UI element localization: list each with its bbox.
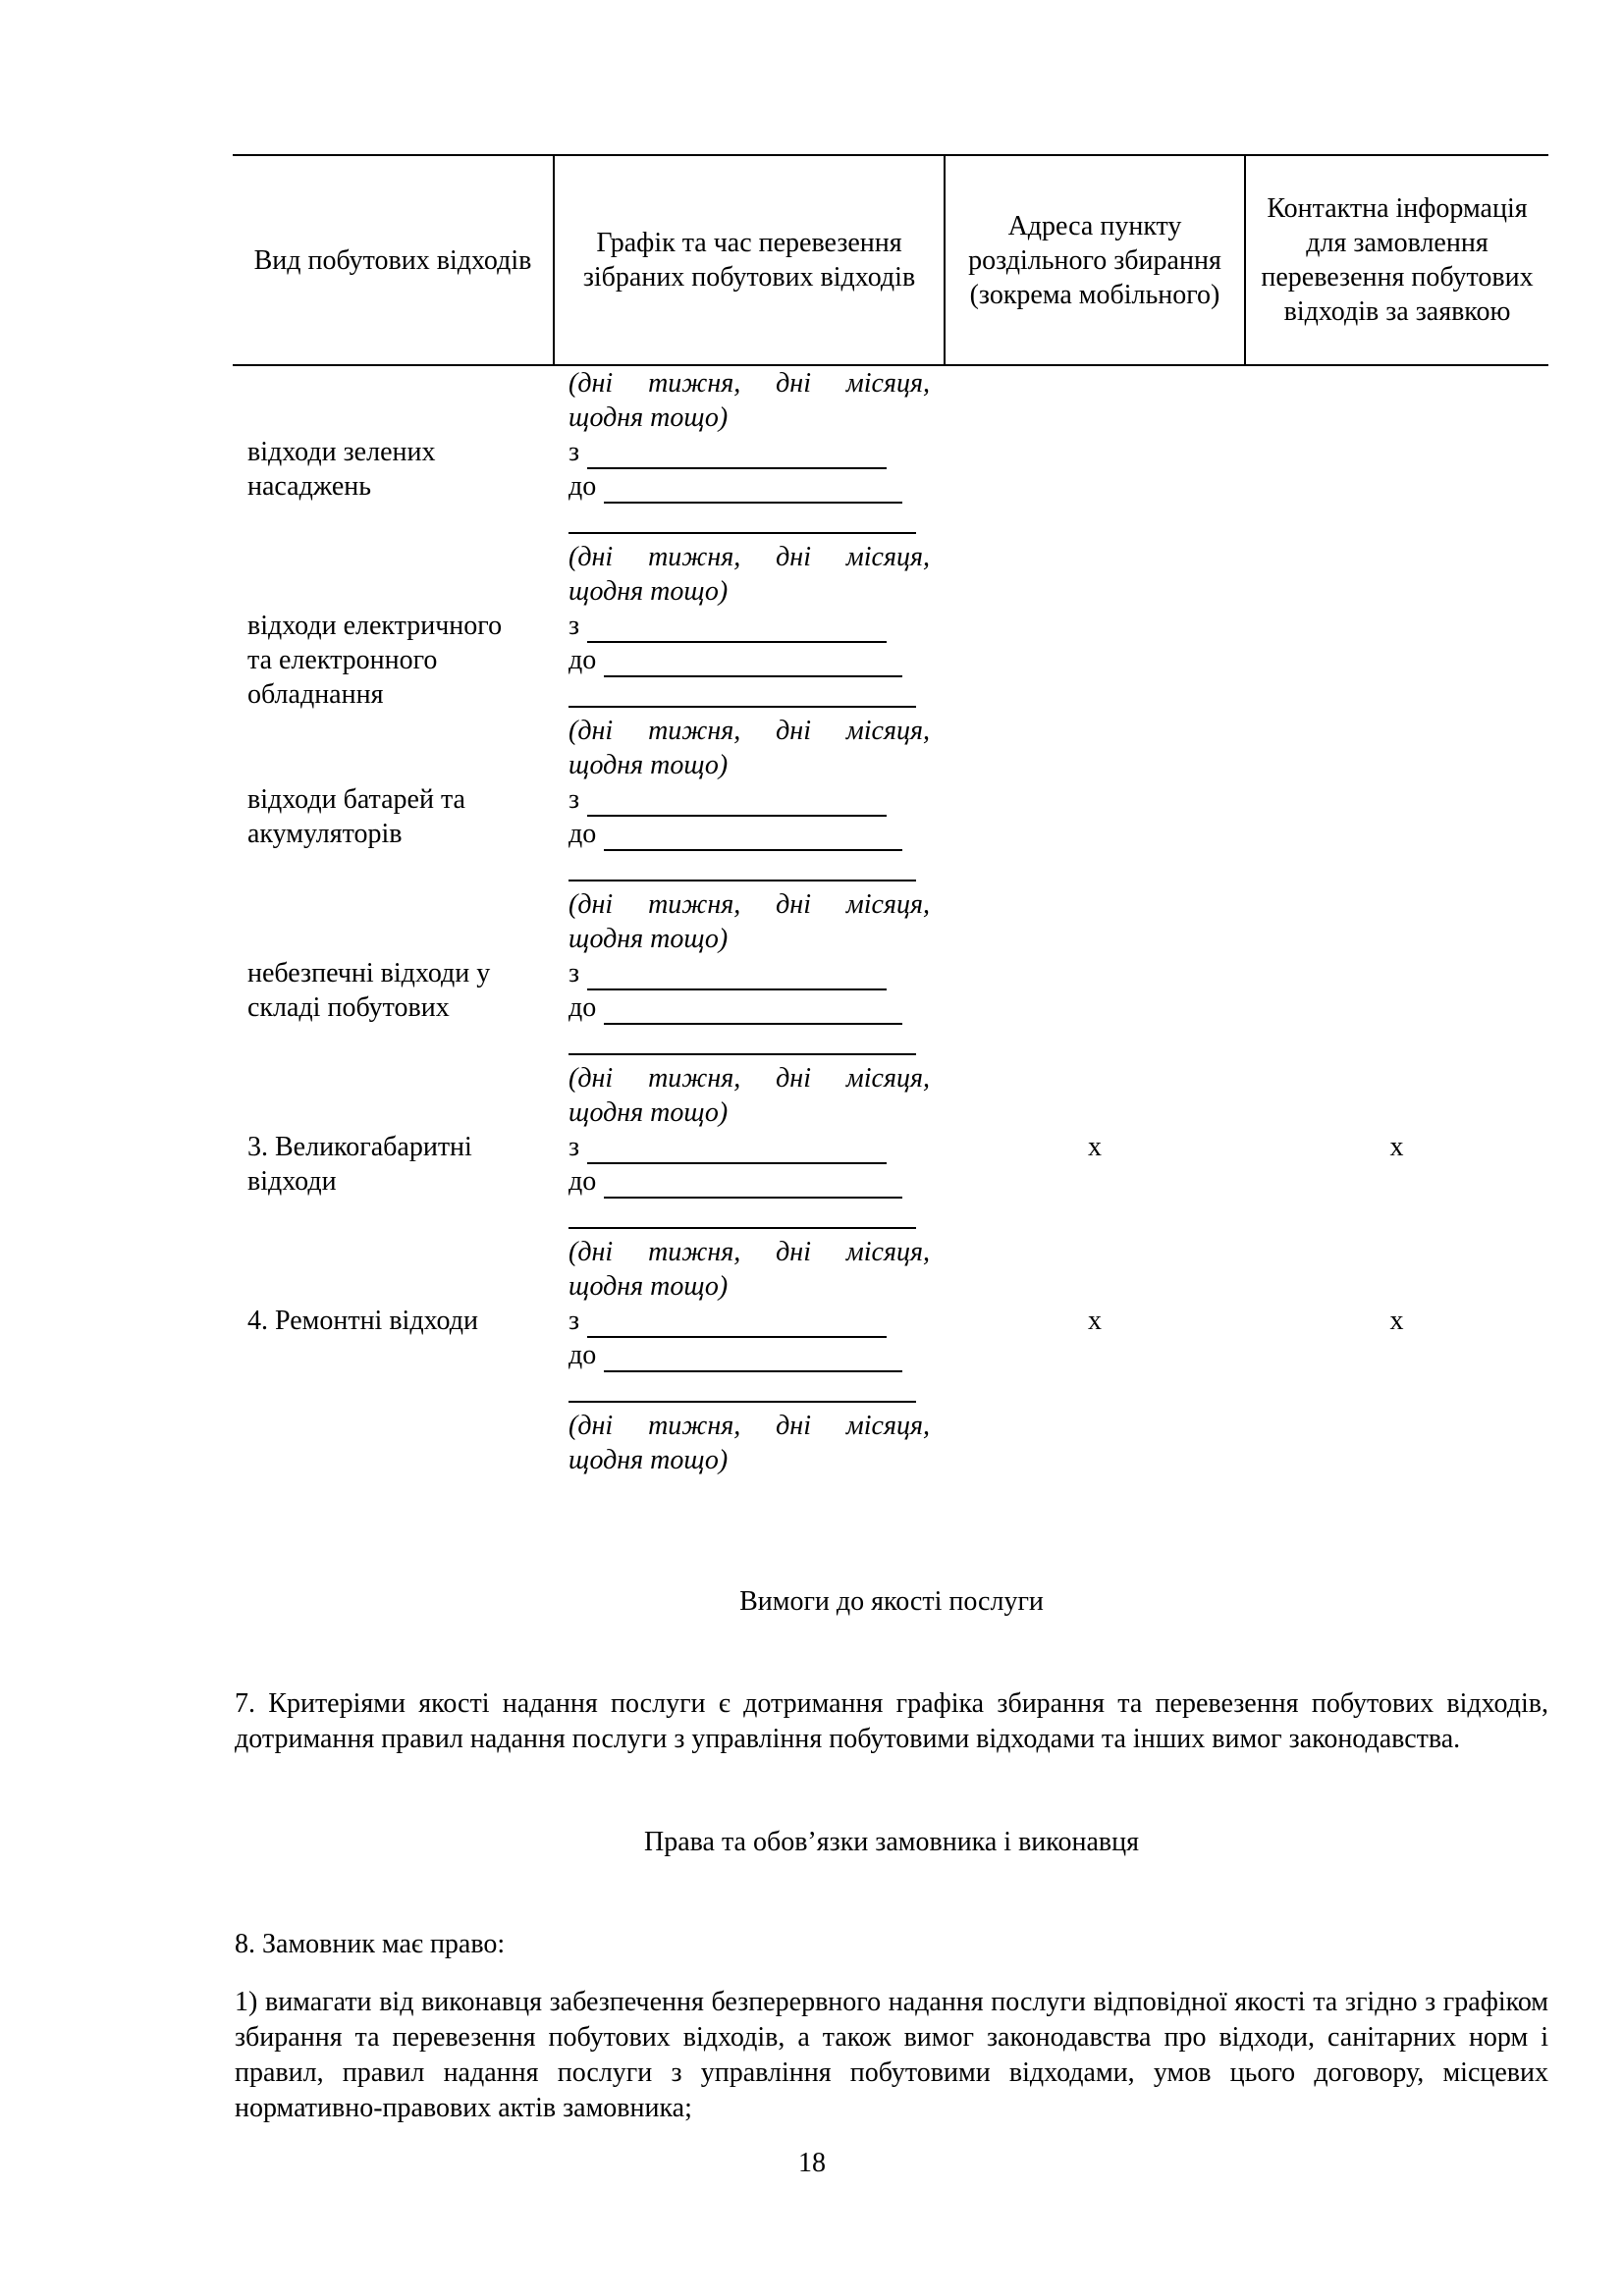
schedule-to-line bbox=[568, 1338, 930, 1372]
schedule-to-line bbox=[568, 817, 930, 851]
address-cell: х bbox=[1088, 1132, 1102, 1162]
header-waste-type: Вид побутових відходів bbox=[233, 155, 554, 365]
table-row bbox=[233, 435, 1548, 609]
schedule-note: щодня тощо) bbox=[568, 924, 729, 954]
schedule-to-line bbox=[568, 643, 930, 677]
paragraph-7: 7. Критеріями якості надання послуги є дотримання графіка збирання та перевезення побутових відходів, дотримання правил надання послуги з управління побутовими відходами та інших вимог законодавства. bbox=[235, 1688, 1548, 1754]
waste-type-label: відходи батарей та bbox=[247, 784, 465, 815]
waste-type-label: насаджень bbox=[247, 471, 372, 502]
schedule-to-line bbox=[568, 990, 930, 1025]
from-label: з bbox=[568, 1132, 580, 1162]
from-label: з bbox=[568, 437, 580, 467]
contact-cell: х bbox=[1389, 1306, 1404, 1336]
schedule-note: щодня тощо) bbox=[568, 1271, 729, 1302]
schedule-cell bbox=[554, 365, 945, 435]
waste-type-label: обладнання bbox=[247, 679, 384, 710]
from-blank bbox=[587, 963, 887, 990]
schedule-note: щодня тощо) bbox=[568, 576, 729, 607]
address-cell bbox=[945, 782, 1245, 956]
schedule-blank-line bbox=[568, 1199, 916, 1229]
schedule-from-line bbox=[568, 1130, 930, 1164]
waste-type-label: акумуляторів bbox=[247, 819, 403, 849]
schedule-note: (дні тижня, дні місяця, bbox=[568, 1237, 930, 1267]
waste-type-cell bbox=[233, 782, 554, 956]
paragraph-8: 8. Замовник має право: bbox=[235, 1929, 506, 1959]
table-row bbox=[233, 365, 1548, 435]
schedule-cell bbox=[554, 1304, 945, 1477]
table-row bbox=[233, 1130, 1548, 1304]
waste-type-cell bbox=[233, 609, 554, 782]
from-blank bbox=[587, 615, 887, 643]
waste-type-label: та електронного bbox=[247, 645, 438, 675]
table-body bbox=[233, 365, 1548, 1477]
schedule-note: (дні тижня, дні місяця, bbox=[568, 889, 930, 920]
table-row bbox=[233, 1304, 1548, 1477]
from-label: з bbox=[568, 611, 580, 641]
page-number: 18 bbox=[798, 2148, 826, 2178]
waste-schedule-table bbox=[233, 154, 1548, 1477]
schedule-blank-line bbox=[568, 851, 916, 881]
from-label: з bbox=[568, 1306, 580, 1336]
address-cell: х bbox=[1088, 1306, 1102, 1336]
schedule-note: щодня тощо) bbox=[568, 750, 729, 780]
table-row bbox=[233, 609, 1548, 782]
schedule-blank-line bbox=[568, 1372, 916, 1403]
schedule-note: щодня тощо) bbox=[568, 402, 729, 433]
to-label: до bbox=[568, 1166, 597, 1197]
waste-type-cell bbox=[233, 435, 554, 609]
to-blank bbox=[604, 476, 902, 504]
schedule-cell bbox=[554, 435, 945, 609]
waste-type-label: складі побутових bbox=[247, 992, 450, 1023]
to-label: до bbox=[568, 1340, 597, 1370]
contact-cell bbox=[1245, 435, 1548, 609]
schedule-blank-line bbox=[568, 1025, 916, 1055]
schedule-note: (дні тижня, дні місяця, bbox=[568, 716, 930, 746]
to-label: до bbox=[568, 645, 597, 675]
waste-type-label: відходи електричного bbox=[247, 611, 503, 641]
header-contact: Контактна інформація для замовлення перевезення побутових відходів за заявкою bbox=[1245, 155, 1548, 365]
schedule-from-line bbox=[568, 956, 930, 990]
schedule-from-line bbox=[568, 609, 930, 643]
to-blank bbox=[604, 997, 902, 1025]
schedule-to-line bbox=[568, 1164, 930, 1199]
quality-heading: Вимоги до якості послуги bbox=[739, 1586, 1044, 1617]
schedule-from-line bbox=[568, 1304, 930, 1338]
waste-type-cell bbox=[233, 1304, 554, 1477]
address-cell bbox=[945, 956, 1245, 1130]
schedule-cell bbox=[554, 782, 945, 956]
schedule-note: (дні тижня, дні місяця, bbox=[568, 368, 930, 399]
table-header-row bbox=[233, 155, 1548, 365]
to-blank bbox=[604, 650, 902, 677]
to-label: до bbox=[568, 819, 597, 849]
schedule-note: щодня тощо) bbox=[568, 1445, 729, 1475]
contact-cell: х bbox=[1389, 1132, 1404, 1162]
to-label: до bbox=[568, 992, 597, 1023]
table-row bbox=[233, 956, 1548, 1130]
to-blank bbox=[604, 1345, 902, 1372]
schedule-cell bbox=[554, 609, 945, 782]
header-schedule: Графік та час перевезення зібраних побутових відходів bbox=[554, 155, 945, 365]
from-blank bbox=[587, 789, 887, 817]
waste-type-cell bbox=[233, 1130, 554, 1304]
schedule-note: (дні тижня, дні місяця, bbox=[568, 1411, 930, 1441]
table-row bbox=[233, 782, 1548, 956]
schedule-note: (дні тижня, дні місяця, bbox=[568, 1063, 930, 1094]
to-blank bbox=[604, 1171, 902, 1199]
schedule-cell bbox=[554, 956, 945, 1130]
from-blank bbox=[587, 1310, 887, 1338]
from-blank bbox=[587, 442, 887, 469]
to-label: до bbox=[568, 471, 597, 502]
from-blank bbox=[587, 1137, 887, 1164]
schedule-note: щодня тощо) bbox=[568, 1097, 729, 1128]
address-cell bbox=[945, 609, 1245, 782]
schedule-blank-line bbox=[568, 504, 916, 534]
from-label: з bbox=[568, 784, 580, 815]
waste-type-label: відходи зелених bbox=[247, 437, 436, 467]
waste-type-cell bbox=[233, 956, 554, 1130]
schedule-cell bbox=[554, 1130, 945, 1304]
waste-type-label: 3. Великогабаритні bbox=[247, 1132, 472, 1162]
waste-type-label: 4. Ремонтні відходи bbox=[247, 1306, 478, 1336]
schedule-from-line bbox=[568, 435, 930, 469]
rights-heading: Права та обов’язки замовника і виконавця bbox=[644, 1827, 1139, 1857]
to-blank bbox=[604, 824, 902, 851]
schedule-to-line bbox=[568, 469, 930, 504]
header-address: Адреса пункту роздільного збирання (зокрема мобільного) bbox=[945, 155, 1245, 365]
address-cell bbox=[945, 435, 1245, 609]
waste-type-label: небезпечні відходи у bbox=[247, 958, 491, 988]
schedule-note: (дні тижня, дні місяця, bbox=[568, 542, 930, 572]
waste-type-label: відходи bbox=[247, 1166, 337, 1197]
contact-cell bbox=[1245, 956, 1548, 1130]
schedule-from-line bbox=[568, 782, 930, 817]
contact-cell bbox=[1245, 609, 1548, 782]
item-1: 1) вимагати від виконавця забезпечення безперервного надання послуги відповідної якості та згідно з графіком збирання та перевезення побутових відходів, а також вимог законодавства про відходи, санітарних норм і правил, правил надання послуги з управління побутовими відходами, умов цього договору, місцевих нормативно-правових актів замовника; bbox=[235, 1987, 1548, 2123]
from-label: з bbox=[568, 958, 580, 988]
contact-cell bbox=[1245, 782, 1548, 956]
schedule-blank-line bbox=[568, 677, 916, 708]
